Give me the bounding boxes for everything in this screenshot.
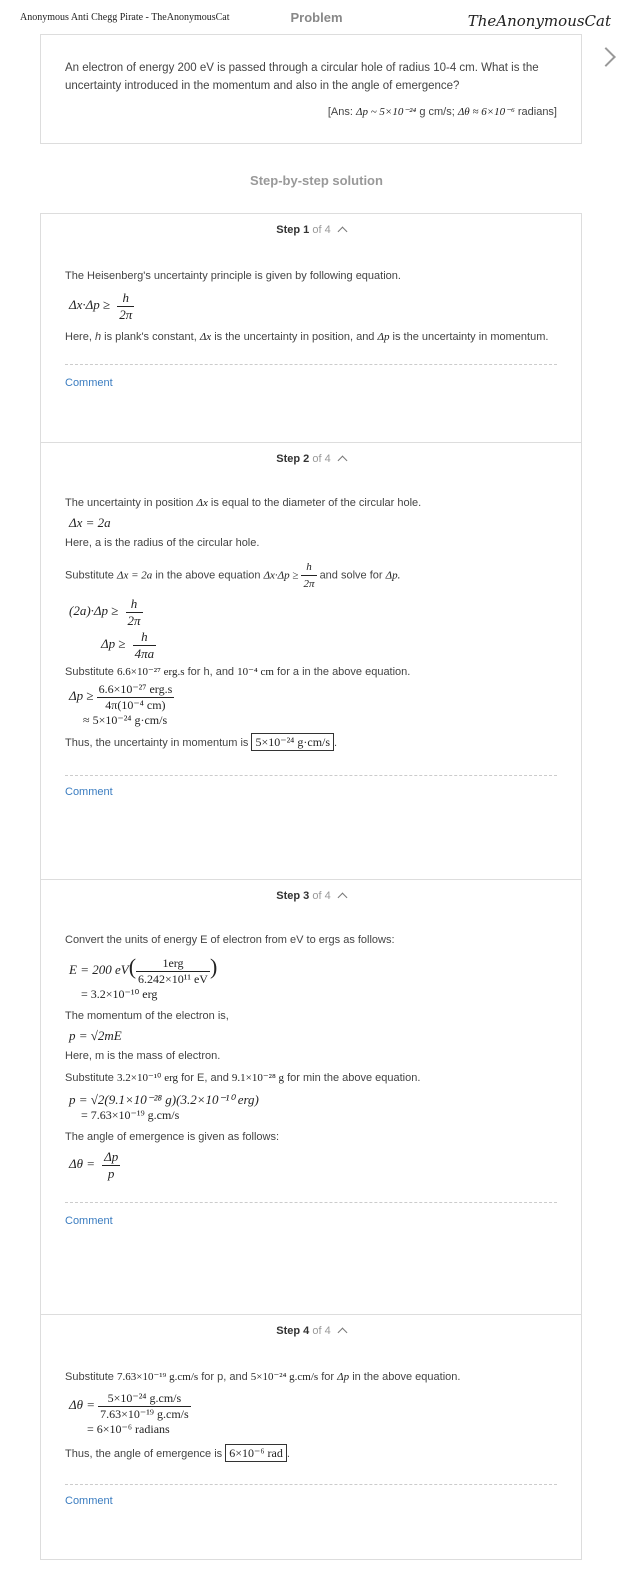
step-3-equation-1: E = 200 eV( $\frac{\text{1erg}}{\text{6.242×10¹¹ eV}}$ ) [69, 954, 218, 986]
step-4-text-1: Substitute 7.63×10⁻¹⁹ g.cm/s for p, and 5×10⁻²⁴ g.cm/s for Δp in the above equation. [65, 1371, 461, 1383]
step-2-equation-1: Δx = 2a [69, 515, 111, 530]
step-number: 3 [303, 890, 310, 902]
step-2-text-1: The uncertainty in position Δx is equal to the diameter of the circular hole. [65, 497, 422, 509]
answer-momentum-unit: g cm/s; [419, 106, 455, 118]
solution-title: Step-by-step solution [250, 173, 383, 188]
step-3-text-3: Here, m is the mass of electron. [65, 1049, 221, 1062]
step-4-card [40, 1314, 582, 1560]
chevron-up-icon[interactable] [337, 1328, 347, 1338]
step-3-equation-6: Δθ = $\frac{\Delta p}{p}$ [69, 1148, 119, 1181]
page-title: Problem [290, 10, 343, 25]
step-2-header[interactable] [65, 443, 557, 475]
step-3-text-2: The momentum of the electron is, [65, 1009, 229, 1022]
step-1-text-2: Here, h is plank's constant, Δx is the uncertainty in position, and Δp is the uncertainty in momentum. [65, 331, 549, 343]
problem-answer [65, 103, 557, 121]
step-total: of 4 [312, 890, 331, 902]
step-2-equation-4: Δp ≥ $\frac{\text{6.6×10⁻²⁷ erg.s}}{\text{4π(10⁻⁴ cm)}}$ [69, 682, 173, 712]
step-2-equation-3: Δp ≥ $\frac{h}{4\pi a}$ [101, 629, 155, 661]
problem-card [40, 34, 582, 144]
header-site-name: Anonymous Anti Chegg Pirate - TheAnonymousCat [20, 12, 230, 23]
comment-link[interactable]: Comment [65, 786, 113, 798]
step-4-text-2: Thus, the angle of emergence is 6×10⁻⁶ rad . [65, 1446, 290, 1460]
step-total: of 4 [312, 1325, 331, 1337]
comment-link[interactable]: Comment [65, 377, 113, 389]
step-3-card [40, 879, 582, 1314]
step-3-equation-4: p = √2(9.1×10⁻²⁸ g)(3.2×10⁻¹⁰ erg) [69, 1091, 259, 1107]
step-word: Step [276, 453, 301, 465]
step-2-card [40, 442, 582, 879]
step-3-text-1: Convert the units of energy E of electron from eV to ergs as follows: [65, 934, 395, 946]
step-4-equation-1: Δθ = $\frac{\text{5×10⁻²⁴ g.cm/s}}{\text{7.63×10⁻¹⁹ g.cm/s}}$ [69, 1391, 189, 1421]
step-number: 1 [303, 224, 310, 236]
answer-momentum: Δp ~ 5×10⁻²⁴ [356, 106, 417, 118]
step-1-text-1: The Heisenberg's uncertainty principle is given by following equation. [65, 270, 401, 282]
step-3-equation-5: = 7.63×10⁻¹⁹ g.cm/s [81, 1107, 180, 1122]
chevron-up-icon[interactable] [337, 456, 347, 466]
step-word: Step [276, 890, 301, 902]
step-2-text-3: Substitute Δx = 2a in the above equation Δx·Δp ≥ $\frac{h}{2\pi}$ and solve for Δp. [65, 561, 401, 590]
step-3-text-5: The angle of emergence is given as follows: [65, 1130, 280, 1143]
step-1-header[interactable] [65, 214, 557, 246]
step-number: 4 [303, 1325, 310, 1337]
step-word: Step [276, 1325, 301, 1337]
step-2-text-5: Thus, the uncertainty in momentum is 5×10⁻²⁴ g·cm/s . [65, 735, 338, 749]
comment-link[interactable]: Comment [65, 1495, 113, 1507]
result-box: 5×10⁻²⁴ g·cm/s [251, 733, 334, 751]
step-2-equation-2: (2a)·Δp ≥ $\frac{h}{2\pi}$ [69, 596, 141, 628]
problem-text: An electron of energy 200 eV is passed through a circular hole of radius 10-4 cm. What is the uncertainty introduced in the momentum and also in the angle of emergence? [65, 62, 539, 92]
chevron-up-icon[interactable] [337, 227, 347, 237]
step-total: of 4 [312, 453, 331, 465]
eq-denominator: 2π [119, 307, 133, 322]
step-3-text-4: Substitute 3.2×10⁻¹⁰ erg for E, and 9.1×10⁻²⁸ g for min the above equation. [65, 1071, 421, 1084]
step-1-card [40, 213, 582, 442]
step-word: Step [276, 224, 301, 236]
step-2-text-2: Here, a is the radius of the circular hole. [65, 537, 260, 549]
step-3-header[interactable] [65, 880, 557, 912]
signature-watermark: TheAnonymousCat [467, 12, 611, 30]
chevron-right-icon[interactable] [596, 47, 616, 67]
comment-link[interactable]: Comment [65, 1214, 113, 1227]
eq-numerator: h [117, 290, 134, 307]
result-box: 6×10⁻⁶ rad [225, 1444, 287, 1462]
answer-angle: Δθ ≈ 6×10⁻⁶ [457, 106, 515, 118]
answer-prefix: [Ans: [327, 106, 353, 118]
step-3-equation-2: = 3.2×10⁻¹⁰ erg [81, 986, 158, 1001]
step-4-header[interactable] [65, 1315, 557, 1347]
step-1-equation-1 [65, 290, 557, 326]
step-number: 2 [303, 453, 310, 465]
eq-lhs: Δx·Δp ≥ [69, 297, 111, 313]
step-3-equation-3: p = √2mE [69, 1027, 122, 1043]
answer-suffix: radians] [517, 106, 557, 118]
step-2-text-4: Substitute 6.6×10⁻²⁷ erg.s for h, and 10⁻⁴ cm for a in the above equation. [65, 666, 411, 678]
step-2-equation-5: ≈ 5×10⁻²⁴ g·cm/s [83, 713, 168, 727]
step-4-equation-2: = 6×10⁻⁶ radians [87, 1422, 170, 1436]
chevron-up-icon[interactable] [337, 893, 347, 903]
step-total: of 4 [312, 224, 331, 236]
